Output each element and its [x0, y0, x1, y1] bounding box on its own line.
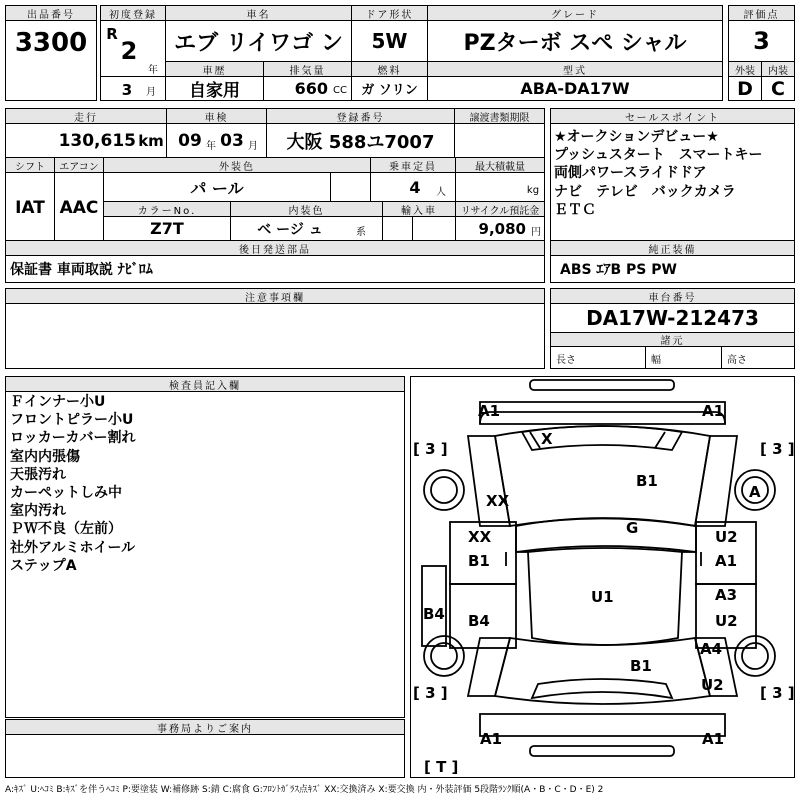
list-item: ★オークションデビュー★ [554, 129, 719, 145]
insp-month: 03 [220, 131, 244, 151]
list-item: 天張汚れ [10, 466, 66, 483]
list-item: プッシュスタート スマートキー [554, 147, 763, 164]
mark-bracket-rr: [ 3 ] [760, 684, 795, 702]
mark-lf-door-top: XX [468, 528, 492, 546]
list-item: ステップA [10, 557, 77, 574]
chassis-label: 車台番号 [550, 288, 795, 304]
list-item: 室内汚れ [10, 503, 66, 520]
color-no-label: カラーNo. [103, 201, 231, 217]
recycle-value: 9,080 [478, 219, 526, 238]
model-value: ABA-DA17W [520, 79, 630, 98]
dimensions-label: 諸元 [550, 332, 795, 347]
fuel-label: 燃料 [351, 61, 428, 77]
mark-right-rear: U2 [701, 676, 724, 694]
history-label: 車歴 [165, 61, 264, 77]
car-name-label: 車名 [165, 5, 352, 21]
right-side [695, 436, 737, 526]
mark-rr-door-bottom: U2 [715, 612, 738, 630]
list-item: ナビ テレビ バックカメラ [554, 183, 736, 200]
year-unit: 年 [148, 64, 158, 76]
ext-grade: D [737, 77, 753, 100]
int-color-suffix: 系 [356, 226, 366, 238]
sales-points-label: セールスポイント [550, 108, 795, 124]
displacement-value: 660 [294, 79, 328, 98]
mark-left-fender: XX [486, 492, 510, 510]
lot-no-label: 出品番号 [5, 5, 97, 21]
kg-unit: kg [526, 184, 540, 196]
legend-text: A:ｷｽﾞ U:ﾍｺﾐ B:ｷｽﾞを伴うﾍｺﾐ P:要塗装 W:補修跡 S:錆 C:腐食 G:ﾌﾛﾝﾄｶﾞﾗｽ点ｷｽﾞ XX:交換済み X:要交換 内・外装評価 5段階ﾗﾝｸ順(A・B・C・D・E) 2 [5, 784, 604, 795]
shift-label: シフト [5, 157, 55, 173]
capacity-value: 4 [409, 177, 421, 197]
mark-front-wheel-r: A [749, 483, 761, 501]
displacement-label: 排気量 [263, 61, 352, 77]
rear-glass [532, 679, 672, 698]
insp-year-unit: 年 [206, 140, 216, 152]
month-unit: 月 [146, 86, 156, 98]
office-box [5, 734, 405, 778]
front-left-wheel [424, 470, 464, 510]
ext-color-extra [330, 172, 371, 202]
ext-label: 外装 [728, 61, 762, 77]
list-item: Ｆインナー小U [10, 394, 106, 410]
width-label: 幅 [651, 354, 661, 366]
mileage-label: 走行 [5, 108, 167, 124]
int-label: 内装 [761, 61, 795, 77]
mark-lf-door-bottom: B1 [468, 552, 490, 570]
rear-side-left [468, 638, 510, 696]
int-color-label: 内装色 [230, 201, 383, 217]
import-cell [382, 216, 413, 241]
mark-rr-fender: A4 [700, 640, 723, 658]
chassis-value: DA17W-212473 [586, 306, 759, 330]
ext-color-value: パ ール [190, 178, 244, 198]
rear-left-wheel [424, 636, 464, 676]
mark-bracket-rl: [ 3 ] [413, 684, 448, 702]
list-item: カーペットしみ中 [10, 485, 122, 502]
notes-box [5, 303, 545, 369]
list-item: 社外アルミホイール [10, 539, 136, 556]
grade-label: グレード [427, 5, 723, 21]
km-unit: km [138, 132, 164, 150]
rear-outline [480, 714, 725, 736]
car-diagram [410, 376, 795, 778]
plate-label: 登録番号 [266, 108, 455, 124]
rear-body [495, 638, 710, 704]
notes-label: 注意事項欄 [5, 288, 545, 304]
aircon-value: AAC [59, 198, 99, 218]
shift-value: IAT [15, 198, 45, 218]
era-value: R [106, 25, 118, 43]
inspector-label: 検査員記入欄 [5, 376, 405, 392]
mark-rear-right: A1 [702, 730, 725, 748]
max-load-label: 最大積載量 [455, 157, 545, 173]
mark-bracket-fl: [ 3 ] [413, 440, 448, 458]
height-label: 高さ [727, 354, 747, 366]
person-unit: 人 [436, 186, 446, 198]
color-no-value: Z7T [150, 219, 184, 238]
door-label: ドア形状 [351, 5, 428, 21]
mark-roof-front: G [626, 519, 639, 537]
mark-windshield: X [541, 430, 553, 448]
mark-front-left: A1 [478, 402, 501, 420]
inspection-label: 車検 [166, 108, 267, 124]
score-value: 3 [753, 27, 770, 55]
list-item: ＥＴＣ [554, 201, 596, 218]
year-value: 2 [120, 37, 138, 65]
list-item: ＰＷ不良（左前） [10, 521, 122, 538]
list-item: 室内内張傷 [10, 448, 80, 465]
import-cell-2 [412, 216, 456, 241]
shipping-value: 保証書 車両取説 ﾅﾋﾞﾛﾑ [10, 262, 153, 278]
mark-hood: B1 [636, 472, 658, 490]
front-bumper [530, 380, 674, 390]
shipping-label: 後日発送部品 [5, 240, 545, 256]
aircon-label: エアコン [54, 157, 104, 173]
int-color-value: ベ ージ ュ [257, 221, 323, 238]
month-value: 3 [121, 81, 133, 99]
grade-value: PZターボ スペ シャル [463, 30, 687, 56]
mark-rf-door-top: U2 [715, 528, 738, 546]
inspector-notes-list [10, 393, 400, 575]
mark-rf-door-bottom: A1 [715, 552, 738, 570]
int-grade: C [771, 77, 785, 100]
car-name: エブ リイワゴ ン [174, 30, 343, 56]
list-item: 両側パワースライドドア [554, 165, 707, 182]
import-label: 輸入車 [382, 201, 456, 217]
cc-unit: CC [333, 84, 347, 96]
mark-trunk: [ T ] [424, 758, 459, 776]
list-item: フロントピラー小U [10, 412, 134, 429]
mark-roof: U1 [591, 588, 614, 606]
genuine-value: ABS ｴｱB PS PW [560, 262, 677, 278]
yen-unit: 円 [531, 226, 541, 238]
mark-front-right: A1 [702, 402, 725, 420]
mark-lr-door: B4 [468, 612, 490, 630]
ext-color-label: 外装色 [103, 157, 371, 173]
rear-bumper [530, 746, 674, 756]
rear-right-wheel [735, 636, 775, 676]
recycle-label: リサイクル預託金 [455, 201, 545, 217]
first-reg-label: 初度登録 [100, 5, 166, 21]
mark-rear-left: A1 [480, 730, 503, 748]
transfer-cell [454, 123, 545, 158]
mark-bracket-fr: [ 3 ] [760, 440, 795, 458]
list-item: ロッカーカバー割れ [10, 430, 136, 447]
capacity-label: 乗車定員 [370, 157, 456, 173]
fuel-value: ガ ソリン [361, 83, 418, 98]
mark-left-step: B4 [423, 605, 445, 623]
office-label: 事務局よりご案内 [5, 719, 405, 735]
sales-points-list [554, 128, 792, 219]
length-label: 長さ [556, 354, 576, 366]
model-label: 型式 [427, 61, 723, 77]
mark-rr-door-top: A3 [715, 586, 738, 604]
plate-value: 大阪 588ユ7007 [286, 132, 435, 153]
history-value: 自家用 [189, 81, 240, 100]
insp-year: 09 [178, 131, 202, 151]
front-outline [480, 402, 725, 424]
mark-tailgate: B1 [630, 657, 652, 675]
insp-month-unit: 月 [248, 140, 258, 152]
mileage-value: 130,615 [58, 131, 136, 151]
genuine-label: 純正装備 [550, 240, 795, 256]
door-value: 5W [371, 29, 408, 53]
transfer-label: 譲渡書類期限 [454, 108, 545, 124]
score-label: 評価点 [728, 5, 795, 21]
lot-number: 3300 [14, 28, 88, 58]
left-side [468, 436, 510, 526]
month-divider [100, 76, 166, 77]
